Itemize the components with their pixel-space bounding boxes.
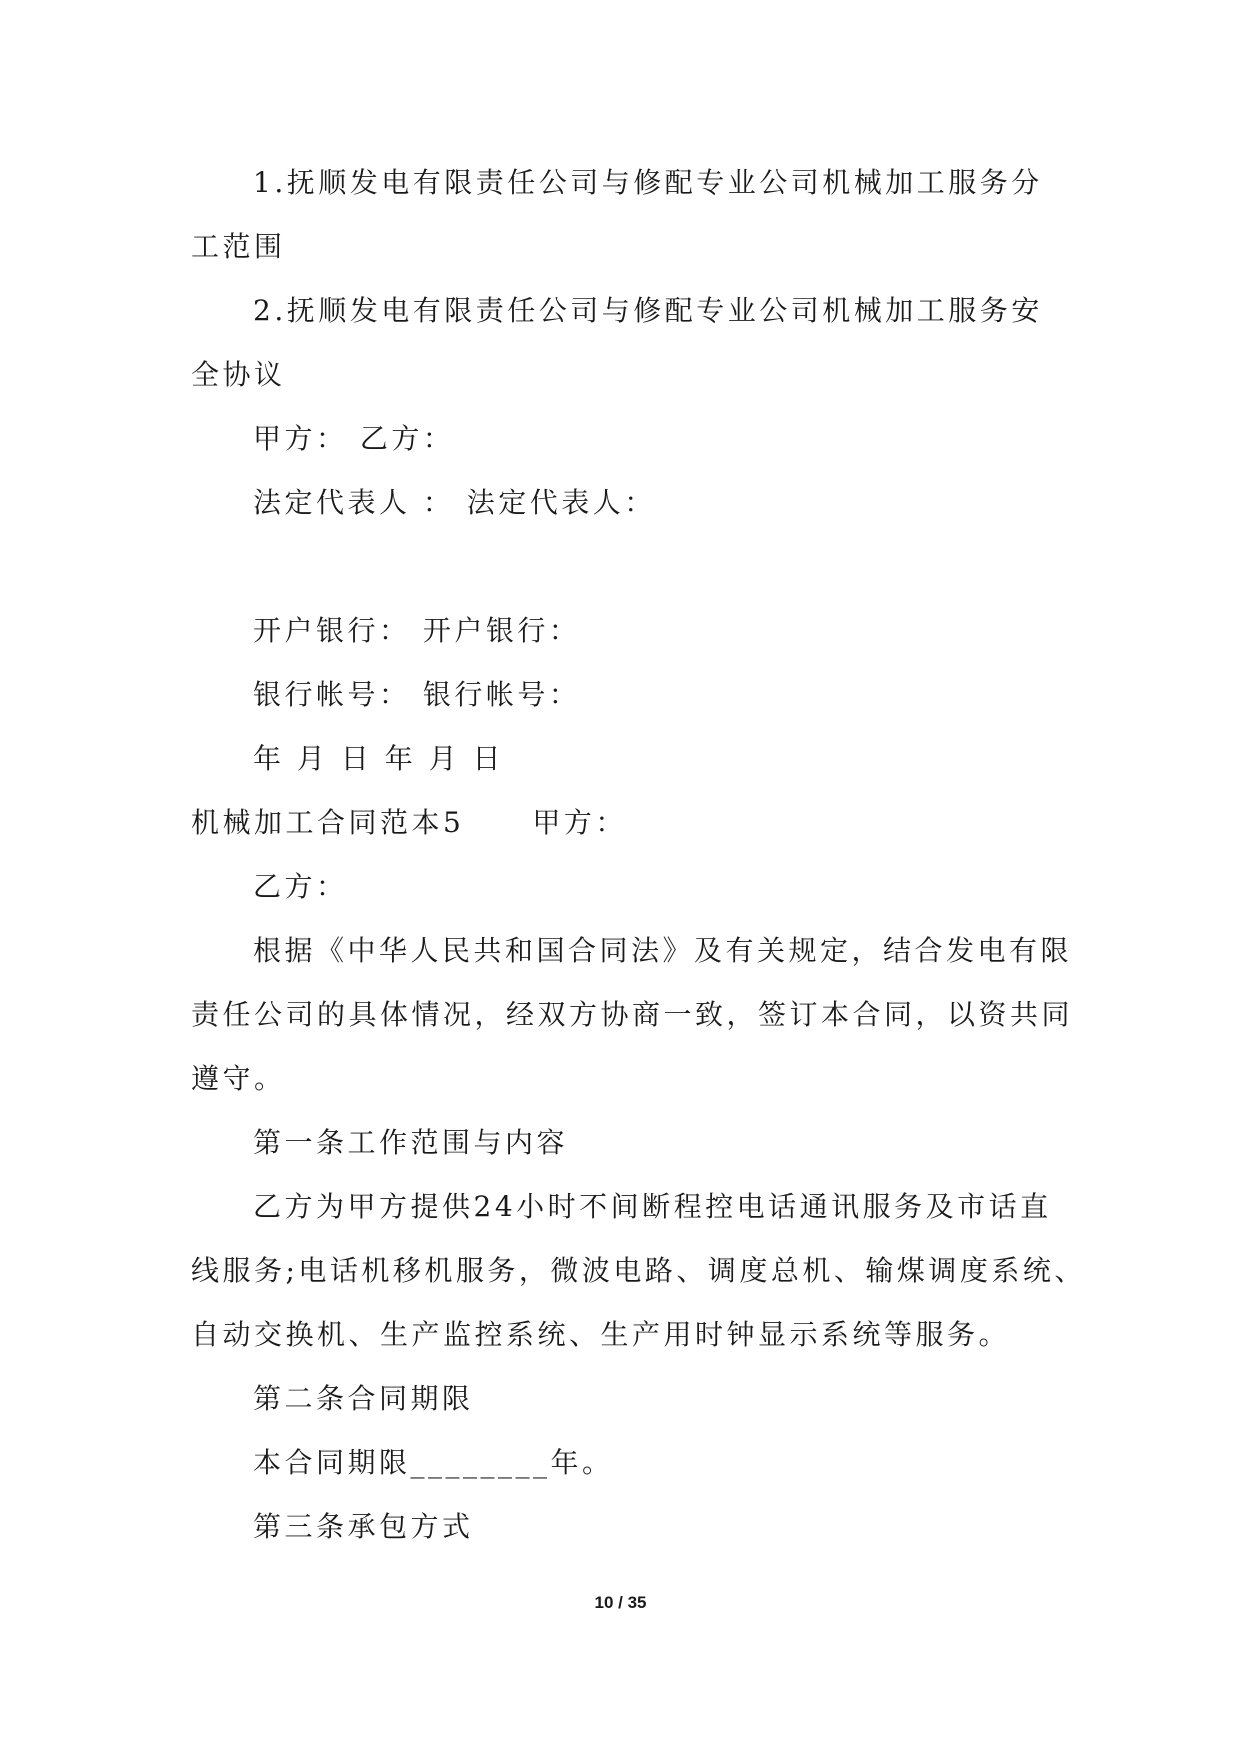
paragraph-line: 甲方： 乙方： [253, 422, 455, 455]
page-number: 10 / 35 [594, 1593, 647, 1612]
paragraph-line: 遵守。 [191, 1062, 286, 1095]
paragraph-line: 自动交换机、生产监控系统、生产用时钟显示系统等服务。 [191, 1318, 1011, 1351]
paragraph-line: 年 月 日 年 月 日 [253, 742, 505, 775]
paragraph-line: 全协议 [191, 358, 286, 391]
paragraph-line: 本合同期限________年。 [253, 1446, 614, 1479]
paragraph-line: 1.抚顺发电有限责任公司与修配专业公司机械加工服务分 [253, 166, 1043, 199]
paragraph-line: 乙方： [253, 870, 348, 903]
party-a-label: 甲方： [532, 806, 627, 839]
paragraph-line: 第二条合同期限 [253, 1382, 474, 1415]
paragraph-line: 第一条工作范围与内容 [253, 1126, 569, 1159]
paragraph-line: 线服务;电话机移机服务，微波电路、调度总机、输煤调度系统、 [191, 1254, 1086, 1287]
paragraph-line: 责任公司的具体情况，经双方协商一致，签订本合同，以资共同 [191, 998, 1074, 1031]
paragraph-line: 开户银行： 开户银行： [253, 614, 581, 647]
paragraph-line: 根据《中华人民共和国合同法》及有关规定，结合发电有限 [253, 934, 1073, 967]
paragraph-line: 法定代表人 ： 法定代表人： [253, 486, 656, 519]
section-heading-line [191, 805, 627, 841]
paragraph-line: 第三条承包方式 [253, 1510, 474, 1543]
section-heading: 机械加工合同范本5 [191, 806, 465, 839]
paragraph-line: 银行帐号： 银行帐号： [253, 678, 581, 711]
paragraph-line: 2.抚顺发电有限责任公司与修配专业公司机械加工服务安 [253, 294, 1043, 327]
paragraph-line: 乙方为甲方提供24小时不间断程控电话通讯服务及市话直 [253, 1190, 1052, 1223]
paragraph-line: 工范围 [191, 230, 286, 263]
